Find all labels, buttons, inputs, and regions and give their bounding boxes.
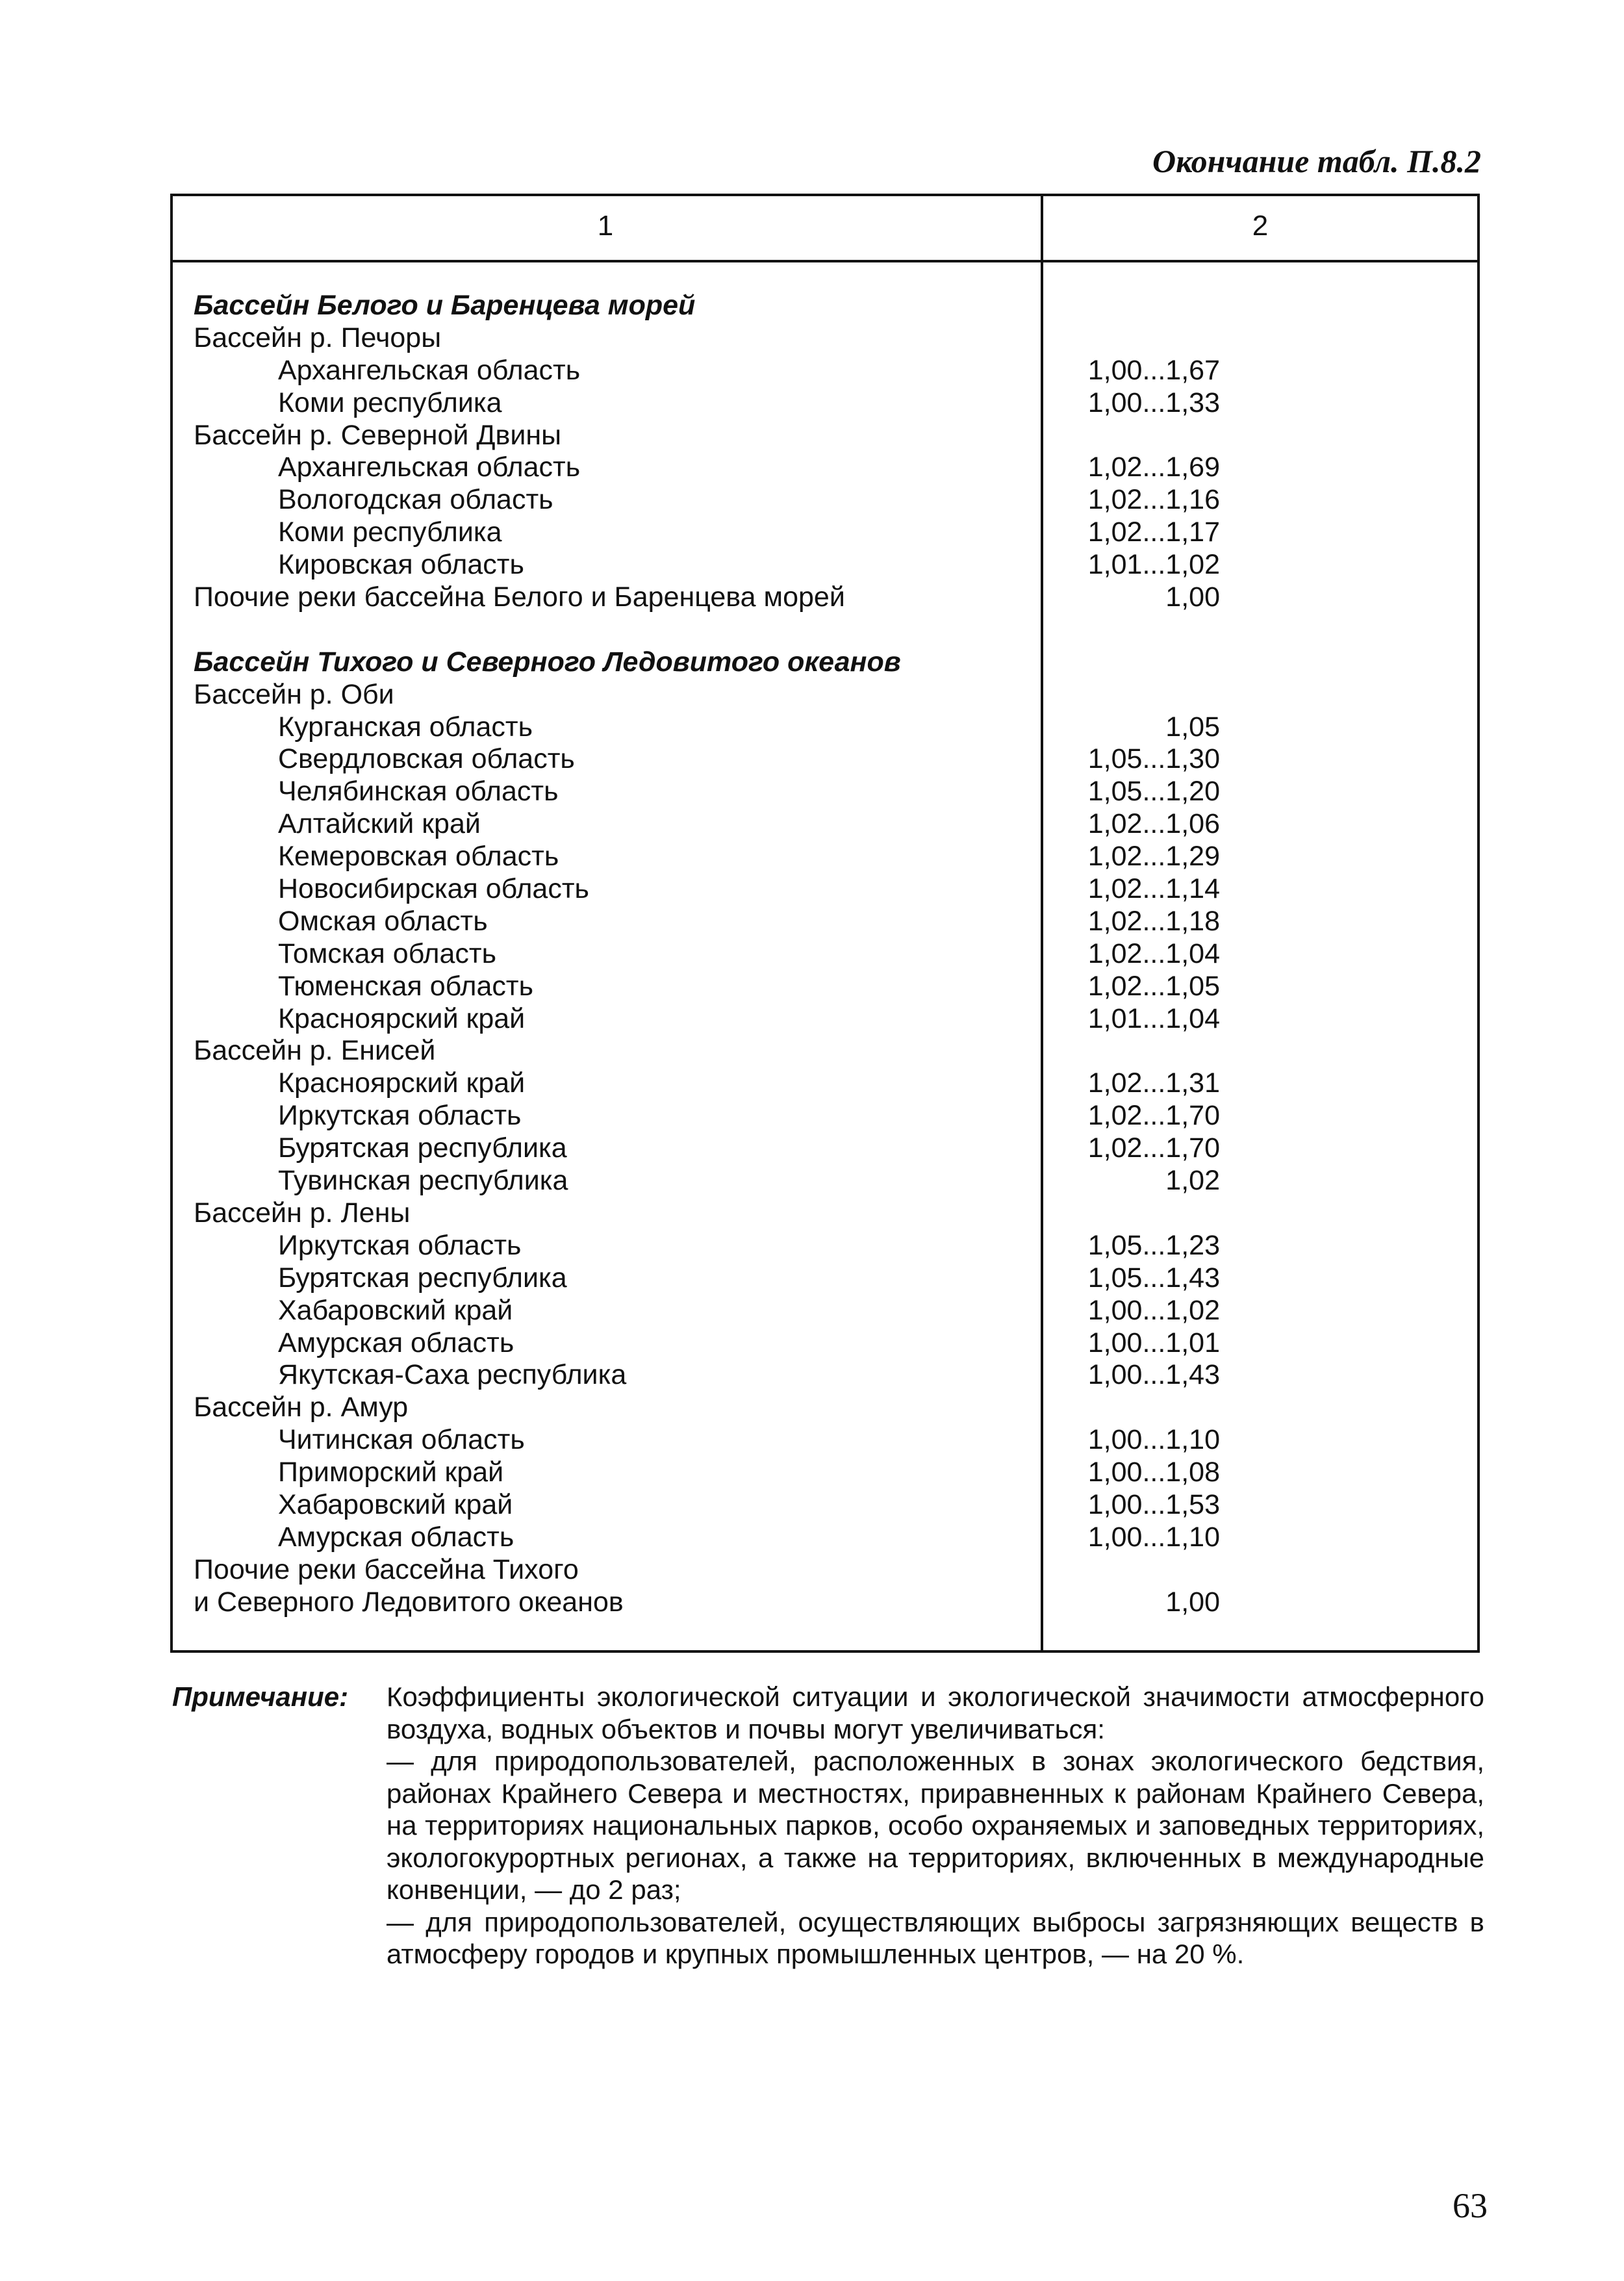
row-name: Свердловская область	[278, 743, 575, 775]
page-number: 63	[1453, 2186, 1488, 2225]
table-row	[170, 419, 1480, 452]
note-item-2: — для природопользователей, осуществляющих выбросы загрязняющих веществ в атмосферу городов и крупных промышленных центров, — на 20 %.	[387, 1906, 1484, 1969]
row-name: Томская область	[278, 937, 497, 969]
row-name: Челябинская область	[278, 776, 559, 808]
table-row	[170, 1294, 1480, 1327]
row-name: Тувинская республика	[278, 1165, 568, 1197]
row-name: Бурятская республика	[278, 1132, 567, 1164]
row-name: Курганская область	[278, 711, 533, 743]
row-value: 1,00...1,43	[1087, 1359, 1220, 1391]
note	[172, 1681, 1484, 1970]
table-row	[170, 1586, 1480, 1618]
row-name: Вологодская область	[278, 484, 553, 516]
row-value: 1,00	[1165, 1586, 1220, 1618]
row-value: 1,02...1,18	[1087, 905, 1220, 937]
row-value: 1,05...1,43	[1087, 1262, 1220, 1293]
row-value: 1,05	[1165, 711, 1220, 743]
row-value: 1,00...1,01	[1087, 1327, 1220, 1358]
table-body	[170, 289, 1480, 1618]
table-row	[170, 1488, 1480, 1521]
table-row	[170, 1391, 1480, 1423]
section-heading-row	[170, 289, 1480, 322]
table-row	[170, 581, 1480, 613]
row-name: Кемеровская область	[278, 841, 559, 873]
row-name: Амурская область	[278, 1327, 514, 1358]
table-row	[170, 1132, 1480, 1164]
row-value: 1,02...1,17	[1087, 516, 1220, 548]
row-value: 1,02	[1165, 1165, 1220, 1197]
table-row	[170, 322, 1480, 354]
row-name: Бассейн р. Оби	[194, 678, 394, 710]
row-name: Амурская область	[278, 1521, 514, 1553]
row-value: 1,00...1,53	[1087, 1488, 1220, 1520]
row-name: Красноярский край	[278, 1002, 526, 1034]
row-name: Коми республика	[278, 387, 502, 418]
table-row	[170, 1423, 1480, 1456]
row-value: 1,02...1,14	[1087, 873, 1220, 905]
row-name: Архангельская область	[278, 354, 581, 386]
table-row	[170, 516, 1480, 548]
row-value: 1,05...1,30	[1087, 743, 1220, 775]
table-row	[170, 548, 1480, 581]
row-name: Приморский край	[278, 1457, 504, 1488]
row-value: 1,00	[1165, 581, 1220, 613]
table-header-divider	[170, 260, 1480, 262]
row-value: 1,01...1,02	[1087, 549, 1220, 581]
table-row	[170, 1034, 1480, 1067]
table-header-col1: 1	[597, 210, 614, 242]
row-value: 1,01...1,04	[1087, 1002, 1220, 1034]
table-row	[170, 451, 1480, 483]
table-row	[170, 613, 1480, 646]
row-name: Бассейн р. Енисей	[194, 1035, 436, 1067]
table-row	[170, 354, 1480, 387]
note-intro: Коэффициенты экологической ситуации и экологической значимости атмосферного воздуха, водных объектов и почвы могут увеличиваться:	[387, 1681, 1484, 1744]
row-value: 1,00...1,02	[1087, 1294, 1220, 1326]
row-value: 1,00...1,08	[1087, 1457, 1220, 1488]
row-value: 1,00...1,67	[1087, 354, 1220, 386]
table-row	[170, 387, 1480, 419]
table-row	[170, 905, 1480, 937]
row-name: Бурятская республика	[278, 1262, 567, 1293]
table-row	[170, 1002, 1480, 1035]
row-value: 1,02...1,70	[1087, 1100, 1220, 1132]
row-name: Иркутская область	[278, 1100, 522, 1132]
row-name: Бассейн Тихого и Северного Ледовитого океанов	[194, 646, 901, 678]
row-value: 1,00...1,33	[1087, 387, 1220, 418]
table-row	[170, 1164, 1480, 1197]
row-value: 1,00...1,10	[1087, 1424, 1220, 1456]
row-value: 1,02...1,16	[1087, 484, 1220, 516]
table-row	[170, 483, 1480, 516]
table-row	[170, 873, 1480, 905]
row-name: Красноярский край	[278, 1067, 526, 1099]
row-name: Якутская-Саха республика	[278, 1359, 627, 1391]
section-heading-row	[170, 646, 1480, 678]
row-name: Тюменская область	[278, 970, 533, 1002]
table-row	[170, 1553, 1480, 1586]
row-value: 1,02...1,31	[1087, 1067, 1220, 1099]
table-row	[170, 1456, 1480, 1488]
table-row	[170, 711, 1480, 743]
table-row	[170, 1262, 1480, 1294]
table-row	[170, 775, 1480, 808]
note-item-1: — для природопользователей, расположенных в зонах экологического бедствия, районах Крайнего Севера и местностях, приравненных к районам Крайнего Севера, на территориях национальных парков, особо охраняемых и заповедных территориях, экологокурортных регионах, а также на территориях, включенных в международные конвенции, — до 2 раз;	[387, 1746, 1484, 1905]
table-row	[170, 1521, 1480, 1553]
row-name: Бассейн Белого и Баренцева морей	[194, 290, 696, 321]
row-value: 1,05...1,23	[1087, 1229, 1220, 1261]
row-name: Алтайский край	[278, 808, 481, 840]
table-row	[170, 840, 1480, 873]
row-name: Хабаровский край	[278, 1294, 513, 1326]
row-name: Кировская область	[278, 549, 524, 581]
table-header-col2: 2	[1252, 210, 1269, 242]
table-row	[170, 808, 1480, 840]
row-name: Поочие реки бассейна Белого и Баренцева морей	[194, 581, 845, 613]
row-value: 1,02...1,04	[1087, 937, 1220, 969]
row-name: Хабаровский край	[278, 1488, 513, 1520]
note-label: Примечание:	[172, 1681, 349, 1712]
row-name: Омская область	[278, 905, 488, 937]
row-name: Бассейн р. Печоры	[194, 322, 442, 353]
row-name: Поочие реки бассейна Тихого	[194, 1553, 579, 1585]
table-row	[170, 1229, 1480, 1262]
row-value: 1,02...1,29	[1087, 841, 1220, 873]
table-row	[170, 970, 1480, 1002]
note-body	[387, 1681, 1484, 1970]
row-value: 1,02...1,70	[1087, 1132, 1220, 1164]
row-value: 1,00...1,10	[1087, 1521, 1220, 1553]
table-row	[170, 1327, 1480, 1359]
row-name: Архангельская область	[278, 452, 581, 483]
row-value: 1,02...1,06	[1087, 808, 1220, 840]
row-name: Новосибирская область	[278, 873, 589, 905]
table-row	[170, 937, 1480, 970]
row-name: Бассейн р. Северной Двины	[194, 419, 561, 451]
row-name: Бассейн р. Амур	[194, 1392, 409, 1423]
table-row	[170, 1067, 1480, 1099]
table-row	[170, 1197, 1480, 1229]
row-name: Читинская область	[278, 1424, 525, 1456]
table-caption: Окончание табл. П.8.2	[1152, 143, 1481, 179]
row-name: Коми республика	[278, 516, 502, 548]
table-row	[170, 678, 1480, 711]
row-value: 1,02...1,05	[1087, 970, 1220, 1002]
row-value: 1,05...1,20	[1087, 776, 1220, 808]
row-value: 1,02...1,69	[1087, 452, 1220, 483]
table-row	[170, 743, 1480, 775]
row-name: Бассейн р. Лены	[194, 1197, 411, 1229]
row-name: Иркутская область	[278, 1229, 522, 1261]
table-border-bottom	[170, 1650, 1480, 1653]
table-row	[170, 1099, 1480, 1132]
table-row	[170, 1358, 1480, 1391]
row-name: и Северного Ледовитого океанов	[194, 1586, 624, 1618]
